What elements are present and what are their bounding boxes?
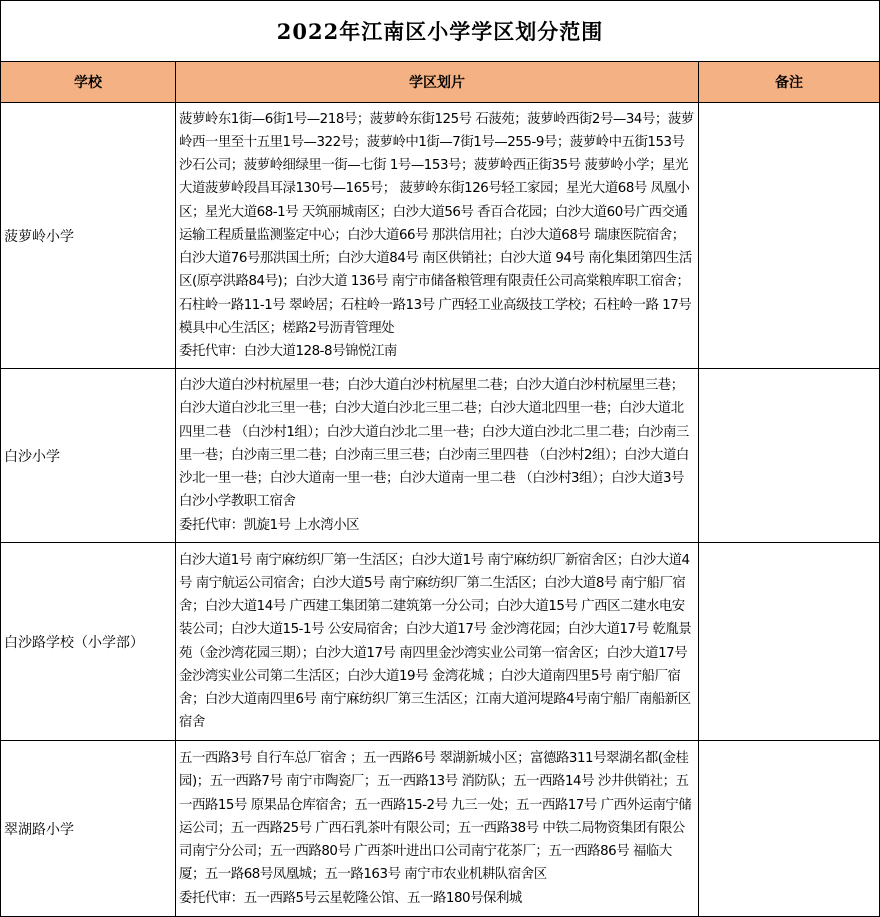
table-row	[1, 103, 880, 369]
district-range	[176, 543, 699, 741]
header-range: 学区划片	[176, 62, 699, 103]
range-text: 五一西路3号 自行车总厂宿舍 ；五一西路6号 翠湖新城小区；富德路311号翠湖名都(金桂园)；五一西路7号 南宁市陶瓷厂；五一西路13号 消防队；五一西路14号 沙井供销社；五一西路15号 原果品仓库宿舍；五一西路15-2号 九三一处；五一西路17号 广西外运南宁储运公司；五一西路25号 广西石乳茶叶有限公司；五一西路38号 中铁二局物资集团有限公司南宁分公司；五一西路80号 广西茶叶进出口公司南宁花茶厂；五一西路86号 福临大厦；五一路68号凤凰城；五一路163号 南宁市农业机耕队宿舍区	[179, 751, 692, 883]
range-text: 白沙大道白沙村杭屋里一巷；白沙大道白沙村杭屋里二巷；白沙大道白沙村杭屋里三巷；白沙大道白沙北三里一巷；白沙大道白沙北三里二巷；白沙大道北四里一巷；白沙大道北四里二巷 （白沙村1组）；白沙大道白沙北二里一巷；白沙大道白沙北二里二巷；白沙南三里一巷；白沙南三里二巷；白沙南三里三巷；白沙南三里四巷 （白沙村2组）；白沙大道白沙北一里一巷；白沙大道南一里一巷；白沙大道南一里二巷 （白沙村3组）；白沙大道3号 白沙小学教职工宿舍	[179, 378, 689, 510]
range-text: 白沙大道1号 南宁麻纺织厂第一生活区；白沙大道1号 南宁麻纺织厂新宿舍区；白沙大道4号 南宁航运公司宿舍；白沙大道5号 南宁麻纺织厂第二生活区；白沙大道8号 南宁船厂宿舍；白沙大道14号 广西建工集团第二建筑第一分公司；白沙大道15号 广西区二建水电安装公司；白沙大道15-1号 公安局宿舍；白沙大道17号 金沙湾花园；白沙大道17号 乾胤景苑（金沙湾花园三期）；白沙大道17号 南四里金沙湾实业公司第一宿舍区；白沙大道17号 金沙湾实业公司第二生活区；白沙大道19号 金湾花城 ；白沙大道南四里5号 南宁船厂宿舍；白沙大道南四里6号 南宁麻纺织厂第三生活区；江南大道河堤路4号南宁船厂南船新区宿舍	[179, 552, 692, 731]
title-row	[1, 1, 880, 62]
entrust-text: 委托代审：白沙大道128-8号锦悦江南	[179, 343, 397, 359]
school-name: 白沙小学	[1, 369, 176, 543]
school-name: 翠湖路小学	[1, 741, 176, 917]
note-cell	[699, 543, 880, 741]
table-row	[1, 369, 880, 543]
note-cell	[699, 103, 880, 369]
table-row	[1, 741, 880, 917]
entrust-text: 委托代审：五一西路5号云星乾隆公馆、五一路180号保利城	[179, 890, 522, 906]
entrust-text: 委托代审：凯旋1号 上水湾小区	[179, 517, 360, 533]
header-row	[1, 62, 880, 103]
note-cell	[699, 369, 880, 543]
page-title: 2022年江南区小学学区划分范围	[1, 1, 880, 62]
district-range	[176, 103, 699, 369]
header-school: 学校	[1, 62, 176, 103]
range-text: 菠萝岭东1街—6街1号—218号；菠萝岭东街125号 石菠苑；菠萝岭西街2号—34号；菠萝岭西一里至十五里1号—322号；菠萝岭中1街—7街1号—255-9号；菠萝岭中五街153号 沙石公司；菠萝岭细绿里一街—七街 1号—153号；菠萝岭西正街35号 菠萝岭小学；星光大道菠萝岭段昌耳渌130号—165号； 菠萝岭东街126号轻工家园；星光大道68号 凤凰小区；星光大道68-1号 天筑丽城南区；白沙大道56号 香百合花园；白沙大道60号广西交通运输工程质量监测鉴定中心；白沙大道66号 那洪信用社；白沙大道68号 瑞康医院宿舍；白沙大道76号那洪国土所；白沙大道84号 南区供销社；白沙大道 94号 南化集团第四生活区(原亭洪路84号)；白沙大道 136号 南宁市储备粮管理有限责任公司高棠粮库职工宿舍；石柱岭一路11-1号 翠岭居；石柱岭一路13号 广西轻工业高级技工学校；石柱岭一路 17号 模具中心生活区；槎路2号沥青管理处	[179, 111, 694, 336]
school-name: 菠萝岭小学	[1, 103, 176, 369]
note-cell	[699, 741, 880, 917]
district-range	[176, 369, 699, 543]
header-note: 备注	[699, 62, 880, 103]
school-name: 白沙路学校（小学部）	[1, 543, 176, 741]
table-row	[1, 543, 880, 741]
district-range	[176, 741, 699, 917]
